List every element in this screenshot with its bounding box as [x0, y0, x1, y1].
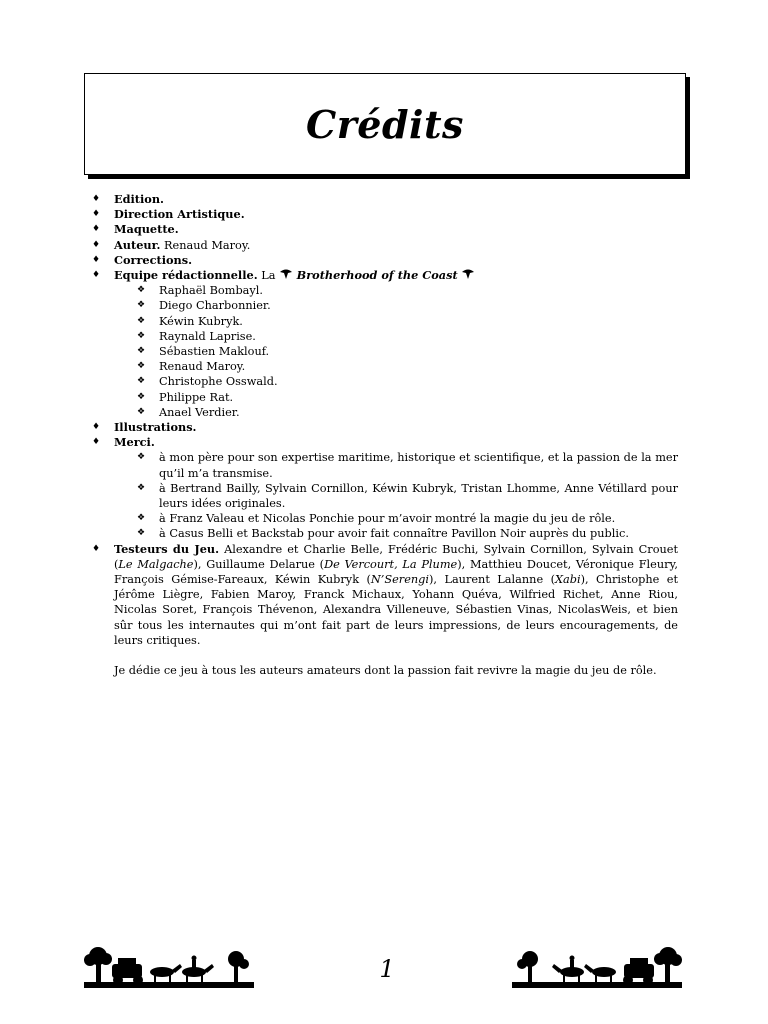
- credit-corrections: ♦ Corrections.: [92, 253, 678, 268]
- ship-icon: [461, 268, 475, 280]
- list-item: ❖ à Bertrand Bailly, Sylvain Cornillon, Kéwin Kubryk, Tristan Lhomme, Anne Vétillard pour leurs idées originales.: [114, 481, 678, 511]
- dedication: Je dédie ce jeu à tous les auteurs amateurs dont la passion fait revivre la magie du jeu de rôle.: [114, 664, 657, 678]
- list-item: ❖ Raynald Laprise.: [114, 329, 678, 344]
- list-item: ❖ à Franz Valeau et Nicolas Ponchie pour m’avoir montré la magie du jeu de rôle.: [114, 511, 678, 526]
- credit-maquette: ♦ Maquette.: [92, 222, 678, 237]
- thanks-list: [114, 450, 678, 541]
- list-item: ❖ Diego Charbonnier.: [114, 298, 678, 313]
- list-item: ❖ à Casus Belli et Backstab pour avoir fait connaître Pavillon Noir auprès du public.: [114, 526, 678, 541]
- credits-list: [92, 192, 678, 648]
- credit-edition: ♦ Edition.: [92, 192, 678, 207]
- ship-icon: [279, 268, 293, 280]
- credit-direction-artistique: ♦ Direction Artistique.: [92, 207, 678, 222]
- carriage-silhouette-icon: [512, 944, 682, 994]
- page-title: Crédits: [306, 101, 464, 147]
- credit-auteur: ♦ Auteur. Renaud Maroy.: [92, 238, 678, 253]
- page-number: 1: [379, 955, 395, 983]
- credit-illustrations: ♦ Illustrations.: [92, 420, 678, 435]
- credit-equipe: ♦ Equipe rédactionnelle. La Brotherhood of the Coast ❖ Raphaël Bombayl. ❖ Diego Charbonnier. ❖ Kéwin Kubryk. ❖ Raynald Laprise. ❖ Sébastien Maklouf. ❖ Renaud Maroy. ❖ Christophe Osswald. ❖ Philippe Rat. ❖ Anael Verdier.: [92, 268, 678, 420]
- title-box: [84, 73, 686, 175]
- list-item: ❖ Raphaël Bombayl.: [114, 283, 678, 298]
- credits-content: [92, 192, 678, 690]
- list-item: ❖ Anael Verdier.: [114, 405, 678, 420]
- team-members: [114, 283, 678, 420]
- list-item: ❖ à mon père pour son expertise maritime, historique et scientifique, et la passion de la mer qu’il m’a transmise.: [114, 450, 678, 480]
- credit-merci: ♦ Merci. ❖ à mon père pour son expertise maritime, historique et scientifique, et la passion de la mer qu’il m’a transmise. ❖ à Bertrand Bailly, Sylvain Cornillon, Kéwin Kubryk, Tristan Lhomme, Anne Vétillard pour leurs idées originales. ❖ à Franz Valeau et Nicolas Ponchie pour m’avoir montré la magie du jeu de rôle. ❖ à Casus Belli et Backstab pour avoir fait connaître Pavillon Noir auprès du public.: [92, 435, 678, 541]
- list-item: ❖ Kéwin Kubryk.: [114, 314, 678, 329]
- list-item: ❖ Sébastien Maklouf.: [114, 344, 678, 359]
- credit-testeurs: ♦ Testeurs du Jeu. Alexandre et Charlie Belle, Frédéric Buchi, Sylvain Cornillon, Sylvain Crouet (Le Malgache), Guillaume Delarue (De Vercourt, La Plume), Matthieu Doucet, Véronique Fleury, François Gémise-Fareaux, Kéwin Kubryk (N’Serengi), Laurent Lalanne (Xabi), Christophe et Jérôme Liègre, Fabien Maroy, Franck Michaux, Yohann Quéva, Wilfried Richet, Anne Riou, Nicolas Soret, François Thévenon, Alexandra Villeneuve, Sébastien Vinas, NicolasWeis, et bien sûr tous les internautes qui m’ont fait part de leurs impressions, de leurs encouragements, de leurs critiques.: [92, 542, 678, 648]
- list-item: ❖ Christophe Osswald.: [114, 374, 678, 389]
- carriage-silhouette-icon: [84, 944, 254, 994]
- list-item: ❖ Philippe Rat.: [114, 390, 678, 405]
- list-item: ❖ Renaud Maroy.: [114, 359, 678, 374]
